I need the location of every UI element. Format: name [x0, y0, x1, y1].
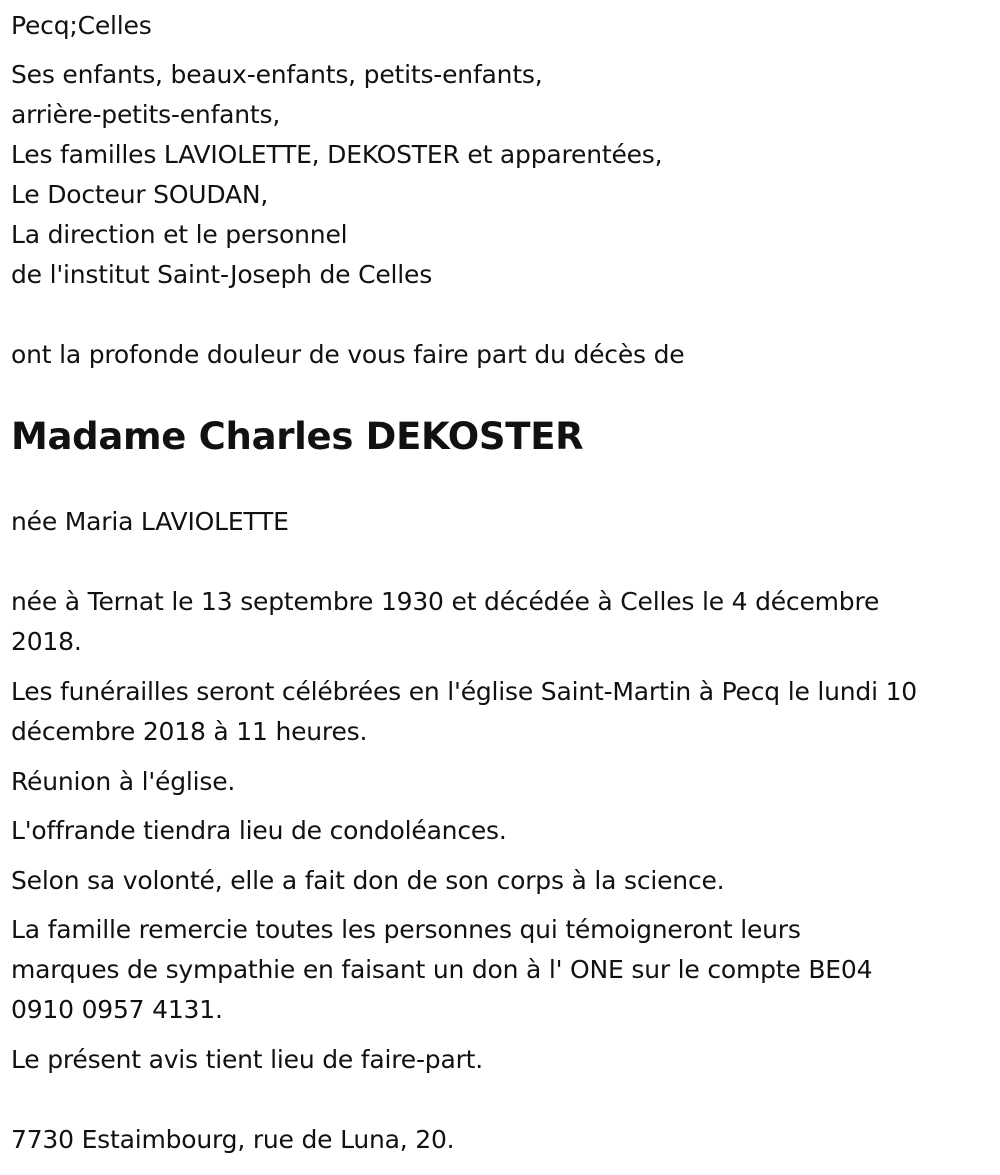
mourners-line: Le Docteur SOUDAN, [11, 180, 269, 209]
location-header: Pecq;Celles [11, 11, 152, 40]
paragraph-line: née à Ternat le 13 septembre 1930 et décédée à Celles le 4 décembre [11, 587, 880, 616]
announcement-text: ont la profonde douleur de vous faire part du décès de [11, 340, 685, 369]
mourners-line: Les familles LAVIOLETTE, DEKOSTER et apparentées, [11, 140, 663, 169]
paragraph-line: 2018. [11, 627, 82, 656]
notice-paragraph: Le présent avis tient lieu de faire-part. [11, 1045, 484, 1074]
science-paragraph: Selon sa volonté, elle a fait don de son corps à la science. [11, 866, 725, 895]
paragraph-line: décembre 2018 à 11 heures. [11, 717, 368, 746]
address-line: 7730 Estaimbourg, rue de Luna, 20. [11, 1125, 455, 1154]
paragraph-line: 0910 0957 4131. [11, 995, 223, 1024]
maiden-name: née Maria LAVIOLETTE [11, 507, 289, 536]
mourners-line: La direction et le personnel [11, 220, 348, 249]
mourners-line: arrière-petits-enfants, [11, 100, 281, 129]
paragraph-line: marques de sympathie en faisant un don à l' ONE sur le compte BE04 [11, 955, 873, 984]
paragraph-line: Les funérailles seront célébrées en l'église Saint-Martin à Pecq le lundi 10 [11, 677, 917, 706]
deceased-name: Madame Charles DEKOSTER [11, 415, 584, 458]
offering-paragraph: L'offrande tiendra lieu de condoléances. [11, 816, 507, 845]
paragraph-line: La famille remercie toutes les personnes qui témoigneront leurs [11, 915, 801, 944]
mourners-line: Ses enfants, beaux-enfants, petits-enfants, [11, 60, 543, 89]
mourners-line: de l'institut Saint-Joseph de Celles [11, 260, 433, 289]
meeting-paragraph: Réunion à l'église. [11, 767, 236, 796]
